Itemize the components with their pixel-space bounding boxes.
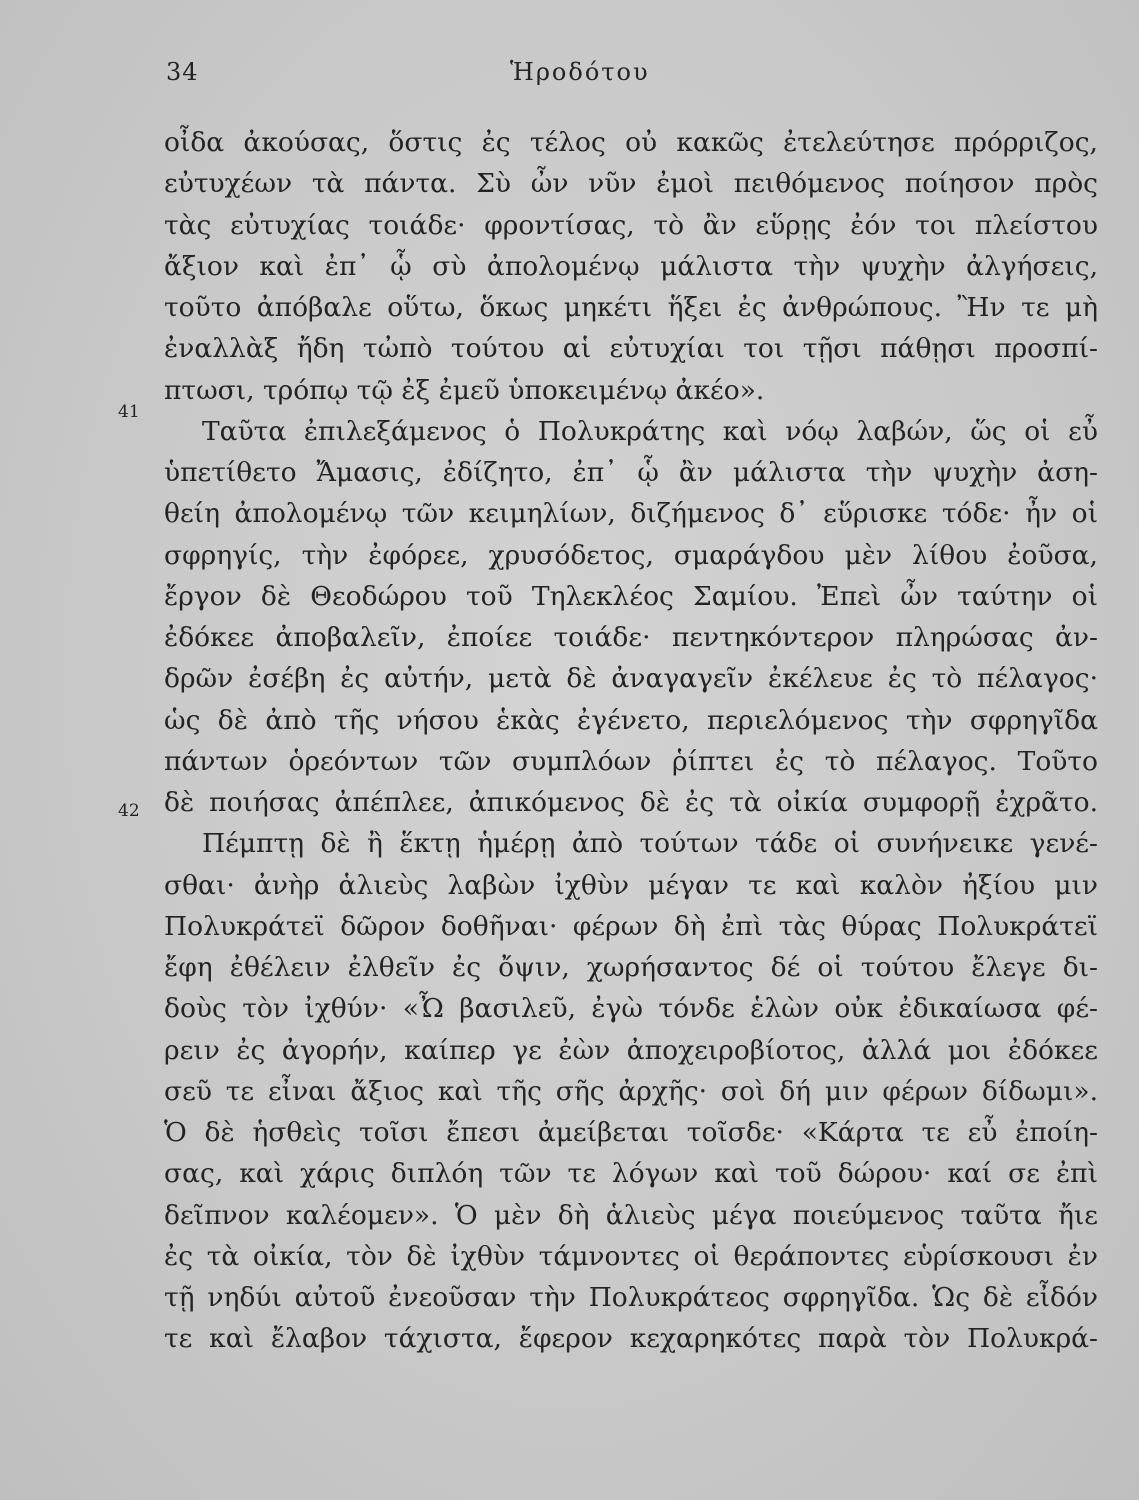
text-line: οἶδα ἀκούσας, ὅστις ἐς τέλος οὐ κακῶς ἐτελεύτησε πρόρριζος, [164,127,1098,158]
text-line: δεῖπνον καλέομεν». Ὁ μὲν δὴ ἁλιεὺς μέγα ποιεύμενος ταῦτα ἤιε [164,1199,1098,1231]
text-line: Πολυκράτεϊ δῶρον δοθῆναι· φέρων δὴ ἐπὶ τὰς θύρας Πολυκράτεϊ [164,910,1098,942]
text-line: ἄξιον καὶ ἐπ᾽ ᾧ σὺ ἀπολομένῳ μάλιστα τὴν ψυχὴν ἀλγήσεις, [164,250,1098,282]
text-line: ρειν ἐς ἀγορήν, καίπερ γε ἐὼν ἀποχειροβίοτος, ἀλλά μοι ἐδόκεε [164,1034,1098,1066]
text-line: πτωσι, τρόπῳ τῷ ἐξ ἐμεῦ ὑποκειμένῳ ἀκέο». [164,374,765,406]
text-line: ὡς δὲ ἀπὸ τῆς νήσου ἑκὰς ἐγένετο, περιελόμενος τὴν σφρηγῖδα [164,704,1098,736]
text-line: σφρηγίς, τὴν ἐφόρεε, χρυσόδετος, σμαράγδου μὲν λίθου ἐοῦσα, [164,539,1098,571]
text-line: Ταῦτα ἐπιλεξάμενος ὁ Πολυκράτης καὶ νόῳ λαβών, ὥς οἱ εὖ [202,415,1098,447]
text-line: ἐς τὰ οἰκία, τὸν δὲ ἰχθὺν τάμνοντες οἱ θεράποντες εὑρίσκουσι ἐν [164,1240,1098,1272]
text-line: ὑπετίθετο Ἄμασις, ἐδίζητο, ἐπ᾽ ᾧ ἂν μάλιστα τὴν ψυχὴν ἀση- [164,457,1098,488]
text-line: δοὺς τὸν ἰχθύν· «Ὦ βασιλεῦ, ἐγὼ τόνδε ἑλὼν οὐκ ἐδικαίωσα φέ- [164,993,1098,1025]
section-number-41: 41 [118,402,140,422]
text-line: τοῦτο ἀπόβαλε οὕτω, ὅκως μηκέτι ἥξει ἐς ἀνθρώπους. Ἢν τε μὴ [164,292,1098,323]
text-line: Πέμπτῃ δὲ ἢ ἕκτῃ ἡμέρῃ ἀπὸ τούτων τάδε οἱ συνήνεικε γενέ- [202,828,1098,860]
text-line: σας, καὶ χάρις διπλόη τῶν τε λόγων καὶ τοῦ δώρου· καί σε ἐπὶ [164,1158,1098,1190]
text-line: ἐναλλὰξ ἤδη τὠπὸ τούτου αἱ εὐτυχίαι τοι τῇσι πάθῃσι προσπί- [164,333,1098,365]
page-header [0,58,1139,98]
text-line: τε καὶ ἔλαβον τάχιστα, ἔφερον κεχαρηκότες παρὰ τὸν Πολυκρά- [164,1323,1098,1355]
section-number-42: 42 [118,801,140,821]
text-line: ἐδόκεε ἀποβαλεῖν, ἐποίεε τοιάδε· πεντηκόντερον πληρώσας ἀν- [164,622,1098,653]
text-line: ἔργον δὲ Θεοδώρου τοῦ Τηλεκλέος Σαμίου. Ἐπεὶ ὦν ταύτην οἱ [164,580,1098,612]
page-number: 34 [166,58,199,86]
text-line: δρῶν ἐσέβη ἐς αὐτήν, μετὰ δὲ ἀναγαγεῖν ἐκέλευε ἐς τὸ πέλαγος· [164,663,1098,695]
text-line: εὐτυχέων τὰ πάντα. Σὺ ὦν νῦν ἐμοὶ πειθόμενος ποίησον πρὸς [164,168,1098,200]
text-line: Ὁ δὲ ἡσθεὶς τοῖσι ἔπεσι ἀμείβεται τοῖσδε· «Κάρτα τε εὖ ἐποίη- [164,1117,1098,1148]
text-line: σθαι· ἀνὴρ ἁλιεὺς λαβὼν ἰχθὺν μέγαν τε καὶ καλὸν ἠξίου μιν [164,869,1098,901]
text-line: θείη ἀπολομένῳ τῶν κειμηλίων, διζήμενος δ᾽ εὕρισκε τόδε· ἦν οἱ [164,498,1098,530]
text-line: τὰς εὐτυχίας τοιάδε· φροντίσας, τὸ ἂν εὕρῃς ἐόν τοι πλείστου [164,209,1098,241]
text-line: δὲ ποιήσας ἀπέπλεε, ἀπικόμενος δὲ ἐς τὰ οἰκία συμφορῇ ἐχρᾶτο. [164,787,1098,818]
text-line: τῇ νηδύι αὐτοῦ ἐνεοῦσαν τὴν Πολυκράτεος σφρηγῖδα. Ὡς δὲ εἶδόν [164,1282,1098,1313]
text-line: σεῦ τε εἶναι ἄξιος καὶ τῆς σῆς ἀρχῆς· σοὶ δή μιν φέρων δίδωμι». [164,1075,1098,1107]
body-text [164,122,1098,1360]
text-line: πάντων ὁρεόντων τῶν συμπλόων ῥίπτει ἐς τὸ πέλαγος. Τοῦτο [164,745,1098,777]
text-line: ἔφη ἐθέλειν ἐλθεῖν ἐς ὄψιν, χωρήσαντος δέ οἱ τούτου ἔλεγε δι- [164,952,1098,983]
running-title: Ἡροδότου [510,58,650,86]
